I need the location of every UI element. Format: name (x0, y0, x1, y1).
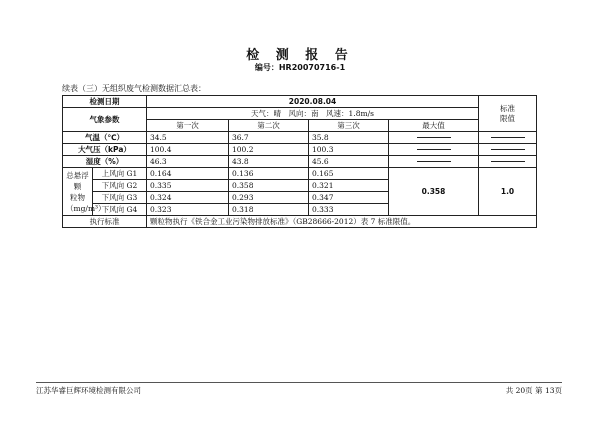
footer-divider (36, 382, 562, 383)
run-3-header: 第三次 (309, 120, 389, 132)
empty-dash (389, 156, 479, 168)
exec-label: 执行标准 (63, 216, 147, 228)
table-cell: 0.293 (229, 192, 309, 204)
run-1-header: 第一次 (147, 120, 229, 132)
emission-data-table (62, 95, 537, 228)
particulate-limit: 1.0 (479, 168, 537, 216)
row-label: 湿度（%） (63, 156, 147, 168)
empty-dash (479, 144, 537, 156)
sampling-point: 下风向 G2 (93, 180, 147, 192)
date-row (63, 96, 537, 108)
table-row (63, 144, 537, 156)
table-cell: 0.321 (309, 180, 389, 192)
sampling-point: 上风向 G1 (93, 168, 147, 180)
table-cell: 100.4 (147, 144, 229, 156)
date-label: 检测日期 (63, 96, 147, 108)
weather-row (63, 108, 537, 120)
empty-dash (389, 132, 479, 144)
table-cell: 0.324 (147, 192, 229, 204)
empty-dash (389, 144, 479, 156)
table-cell: 45.6 (309, 156, 389, 168)
company-name: 江苏华睿巨辉环境检测有限公司 (36, 386, 141, 395)
table-cell: 35.8 (309, 132, 389, 144)
table-cell: 0.164 (147, 168, 229, 180)
weather-value: 天气：晴 风向：南 风速：1.8m/s (147, 108, 479, 120)
table-cell: 0.347 (309, 192, 389, 204)
empty-dash (479, 156, 537, 168)
table-cell: 0.333 (309, 204, 389, 216)
table-row (63, 132, 537, 144)
table-cell: 100.3 (309, 144, 389, 156)
table-cell: 46.3 (147, 156, 229, 168)
table-cell: 43.8 (229, 156, 309, 168)
page-count: 共 20页 第 13页 (505, 386, 562, 395)
table-row (63, 168, 537, 180)
sampling-point: 下风向 G3 (93, 192, 147, 204)
table-cell: 0.136 (229, 168, 309, 180)
table-cell: 0.318 (229, 204, 309, 216)
report-number: 编号：HR20070716-1 (254, 63, 346, 72)
table-cell: 0.358 (229, 180, 309, 192)
particulate-label: 总悬浮颗 粒物 （mg/m³） (63, 168, 93, 216)
table-cell: 36.7 (229, 132, 309, 144)
table-caption: 续表（三）无组织废气检测数据汇总表： (62, 84, 206, 93)
report-title: 检 测 报 告 (246, 48, 354, 63)
sampling-point: 下风向 G4 (93, 204, 147, 216)
table-cell: 0.335 (147, 180, 229, 192)
exec-standard-row (63, 216, 537, 228)
row-label: 大气压（kPa） (63, 144, 147, 156)
std-limit-header: 标准 限值 (479, 96, 537, 132)
table-cell: 0.323 (147, 204, 229, 216)
table-cell: 34.5 (147, 132, 229, 144)
empty-dash (479, 132, 537, 144)
particulate-max: 0.358 (389, 168, 479, 216)
table-row (63, 156, 537, 168)
table-cell: 0.165 (309, 168, 389, 180)
row-label: 气温（℃） (63, 132, 147, 144)
date-value: 2020.08.04 (147, 96, 479, 108)
weather-label: 气象参数 (63, 108, 147, 132)
run-2-header: 第二次 (229, 120, 309, 132)
exec-text: 颗粒物执行《铁合金工业污染物排放标准》（GB28666-2012）表 7 标准限值。 (147, 216, 537, 228)
table-cell: 100.2 (229, 144, 309, 156)
max-header: 最大值 (389, 120, 479, 132)
